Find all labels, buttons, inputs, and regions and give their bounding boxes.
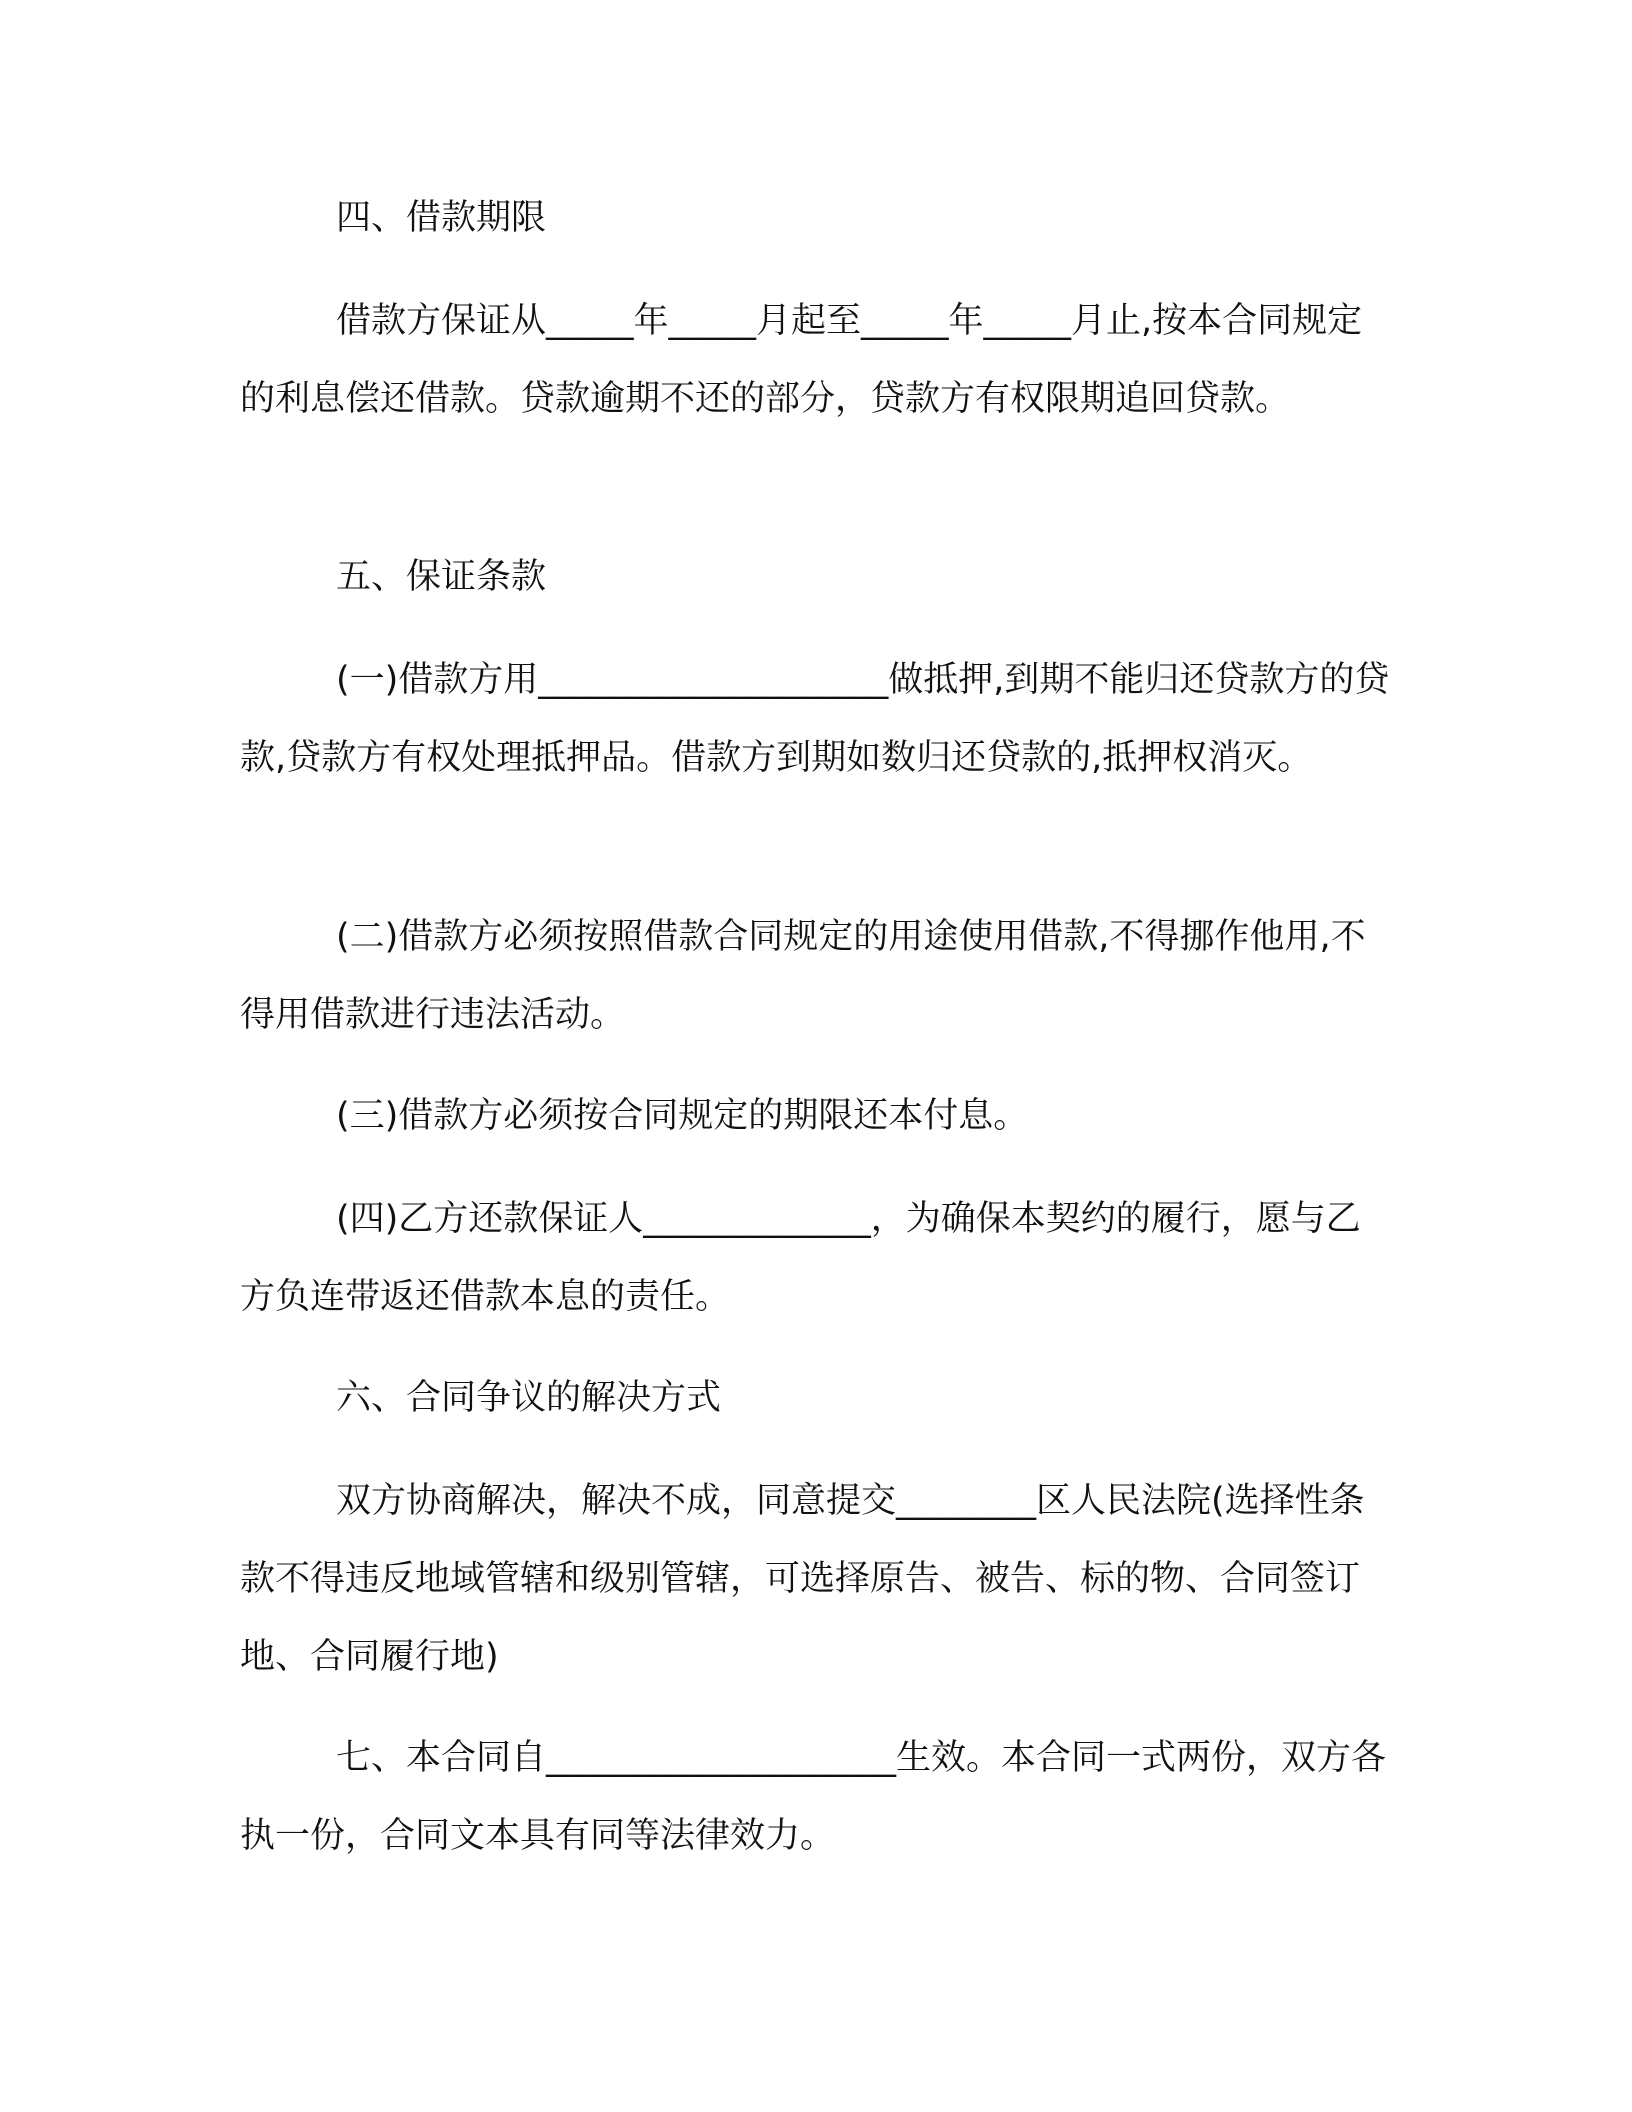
section-heading-dispute-resolution: 六、合同争议的解决方式 <box>336 1378 722 1418</box>
paragraph-guarantee-3: (三)借款方必须按合同规定的期限还本付息。 <box>336 1096 1029 1136</box>
paragraph-dispute-resolution: 双方协商解决，解决不成，同意提交________区人民法院(选择性条款不得违反地域管辖和级别管辖，可选择原告、被告、标的物、合同签订地、合同履行地) <box>240 1481 1365 1677</box>
paragraph-effective-date: 七、本合同自____________________生效。本合同一式两份，双方各执一份，合同文本具有同等法律效力。 <box>240 1738 1387 1856</box>
section-heading-loan-term: 四、借款期限 <box>336 198 547 238</box>
paragraph-guarantee-2: (二)借款方必须按照借款合同规定的用途使用借款,不得挪作他用,不得用借款进行违法活动。 <box>240 917 1366 1035</box>
paragraph-guarantee-1: (一)借款方用____________________做抵押,到期不能归还贷款方的贷款,贷款方有权处理抵押品。借款方到期如数归还贷款的,抵押权消灭。 <box>240 660 1390 778</box>
paragraph-loan-term: 借款方保证从_____年_____月起至_____年_____月止,按本合同规定的利息偿还借款。贷款逾期不还的部分，贷款方有权限期追回贷款。 <box>240 301 1363 419</box>
section-heading-guarantee-terms: 五、保证条款 <box>336 557 547 597</box>
paragraph-guarantee-4: (四)乙方还款保证人_____________，为确保本契约的履行，愿与乙方负连带返还借款本息的责任。 <box>240 1199 1361 1317</box>
